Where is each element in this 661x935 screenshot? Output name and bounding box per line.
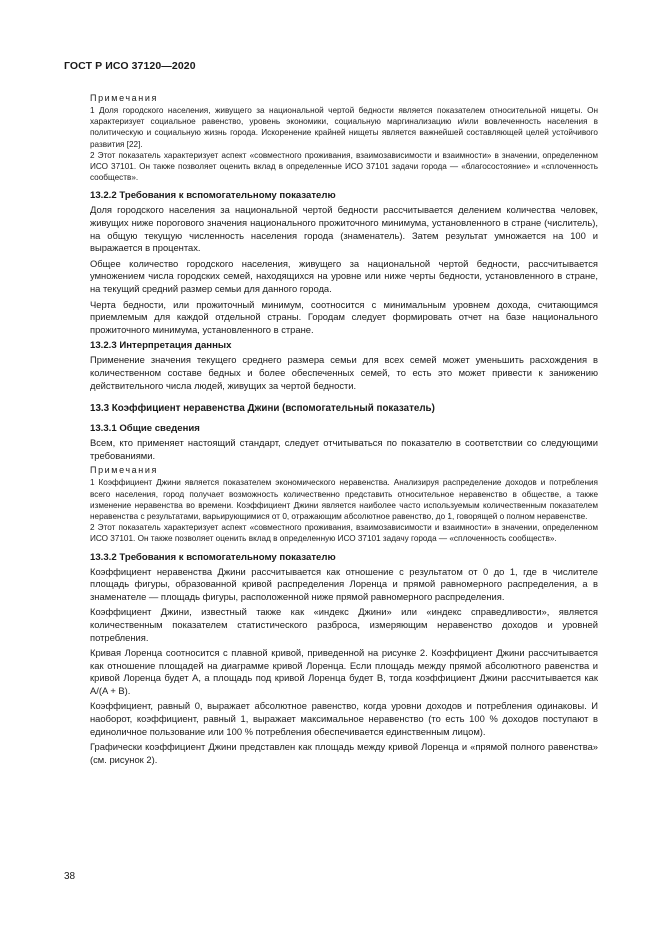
document-header: ГОСТ Р ИСО 37120—2020 [64,60,196,72]
note-item: 2 Этот показатель характеризует аспект «совместного проживания, взаимозависимости и взаимности» в значении, определенном ИСО 37101. Он также позволяет оценить вклад в определенную ИСО 37101 задачу города — «сплоченность сообществ». [90,523,598,544]
paragraph: Коэффициент Джини, известный также как «индекс Джини» или «индекс справедливости», является количественным показателем статистического разброса, измеряющим неравенство доходов и уровней потребления. [90,606,598,643]
paragraph: Применение значения текущего среднего размера семьи для всех семей может уменьшить расхождения в количественном составе бедных и более обеспеченных семей, то есть это может привести к занижению действительного числа людей, живущих за чертой бедности. [90,354,598,391]
paragraph: Графически коэффициент Джини представлен как площадь между кривой Лоренца и «прямой полного равенства» (см. рисунок 2). [90,741,598,765]
paragraph: Коэффициент, равный 0, выражает абсолютное равенство, когда уровни доходов и потребления одинаковы. И наоборот, коэффициент, равный 1, выражает максимальное неравенство (то есть 100 % доходов поступают в единоличное пользование или 100 % потребления обеспечивается единственным лицом). [90,700,598,737]
note-item: 1 Коэффициент Джини является показателем экономического неравенства. Анализируя распределение доходов и потребления всего населения, город получает возможность количественно представить относительное неравенство в обществе, а также изменение неравенства во времени. Коэффициент Джини является наиболее часто используемым количественным показателем неравенства с результатами, варьирующимися от 0, отражающим абсолютное равенство, до 1, говорящей о полном неравенстве. [90,478,598,521]
paragraph: Общее количество городского населения, живущего за национальной чертой бедности, рассчитывается умножением числа городских семей, находящихся на уровне или ниже черты бедности, установленного в стране, на текущий средний размер семьи для данного города. [90,257,598,294]
page-number: 38 [64,871,76,882]
paragraph: Доля городского населения за национальной чертой бедности рассчитывается делением количества человек, живущих ниже порогового значения национального прожиточного минимума, установленного в стране (числитель), на общую текущую численность населения города (знаменатель). Затем результат умножается на 100 и выражается в процентах. [90,204,598,254]
notes-block-2 [90,465,598,544]
paragraph: Всем, кто применяет настоящий стандарт, следует отчитываться по показателю в соответствии со следующими требованиями. [90,437,598,461]
section-heading-13-3-2: 13.3.2 Требования к вспомогательному показателю [90,551,336,563]
notes-block-1 [90,93,598,183]
section-heading-13-2-2: 13.2.2 Требования к вспомогательному показателю [90,190,336,202]
section-heading-13-2-3: 13.2.3 Интерпретация данных [90,340,232,352]
section-heading-13-3-1: 13.3.1 Общие сведения [90,423,200,435]
note-item: 2 Этот показатель характеризует аспект «совместного проживания, взаимозависимости и взаимности» в значении, определенном ИСО 37101. Он также позволяет оценить вклад в определенные ИСО 37101 задачи города — «благосостояние» и «сплоченность сообществ». [90,150,598,183]
section-heading-13-3: 13.3 Коэффициент неравенства Джини (вспомогательный показатель) [90,403,435,415]
paragraph: Черта бедности, или прожиточный минимум, соотносится с минимальным уровнем дохода, считающимся приемлемым для каждой отдельной страны. Городам следует формировать отчет на базе национального прожиточного минимума, установленного в стране. [90,298,598,335]
paragraph: Коэффициент неравенства Джини рассчитывается как отношение с результатом от 0 до 1, где в числителе площадь фигуры, образованной кривой распределения Лоренца и прямой равномерного распределения, а в знаменателе — площадь фигуры, расположенной ниже прямой равномерного распределения. [90,565,598,602]
notes-title: Примечания [90,93,158,103]
page-content [90,93,598,769]
notes-title: Примечания [90,465,158,476]
paragraph: Кривая Лоренца соотносится с плавной кривой, приведенной на рисунке 2. Коэффициент Джини рассчитывается как отношение площадей на диаграмме кривой Лоренца. Если площадь между прямой абсолютного равенства и кривой Лоренца будет A, а площадь под кривой Лоренца будет B, тогда коэффициент Джини рассчитывается как A/(A + B). [90,647,598,696]
note-item: 1 Доля городского населения, живущего за национальной чертой бедности является показателем относительной нищеты. Он характеризует социальное равенство, уровень экономики, социальную маргинализацию и/или вовлеченность населения в политическую и социальную жизнь города. Искоренение крайней нищеты является важнейшей составляющей целей устойчивого развития [22]. [90,106,598,149]
